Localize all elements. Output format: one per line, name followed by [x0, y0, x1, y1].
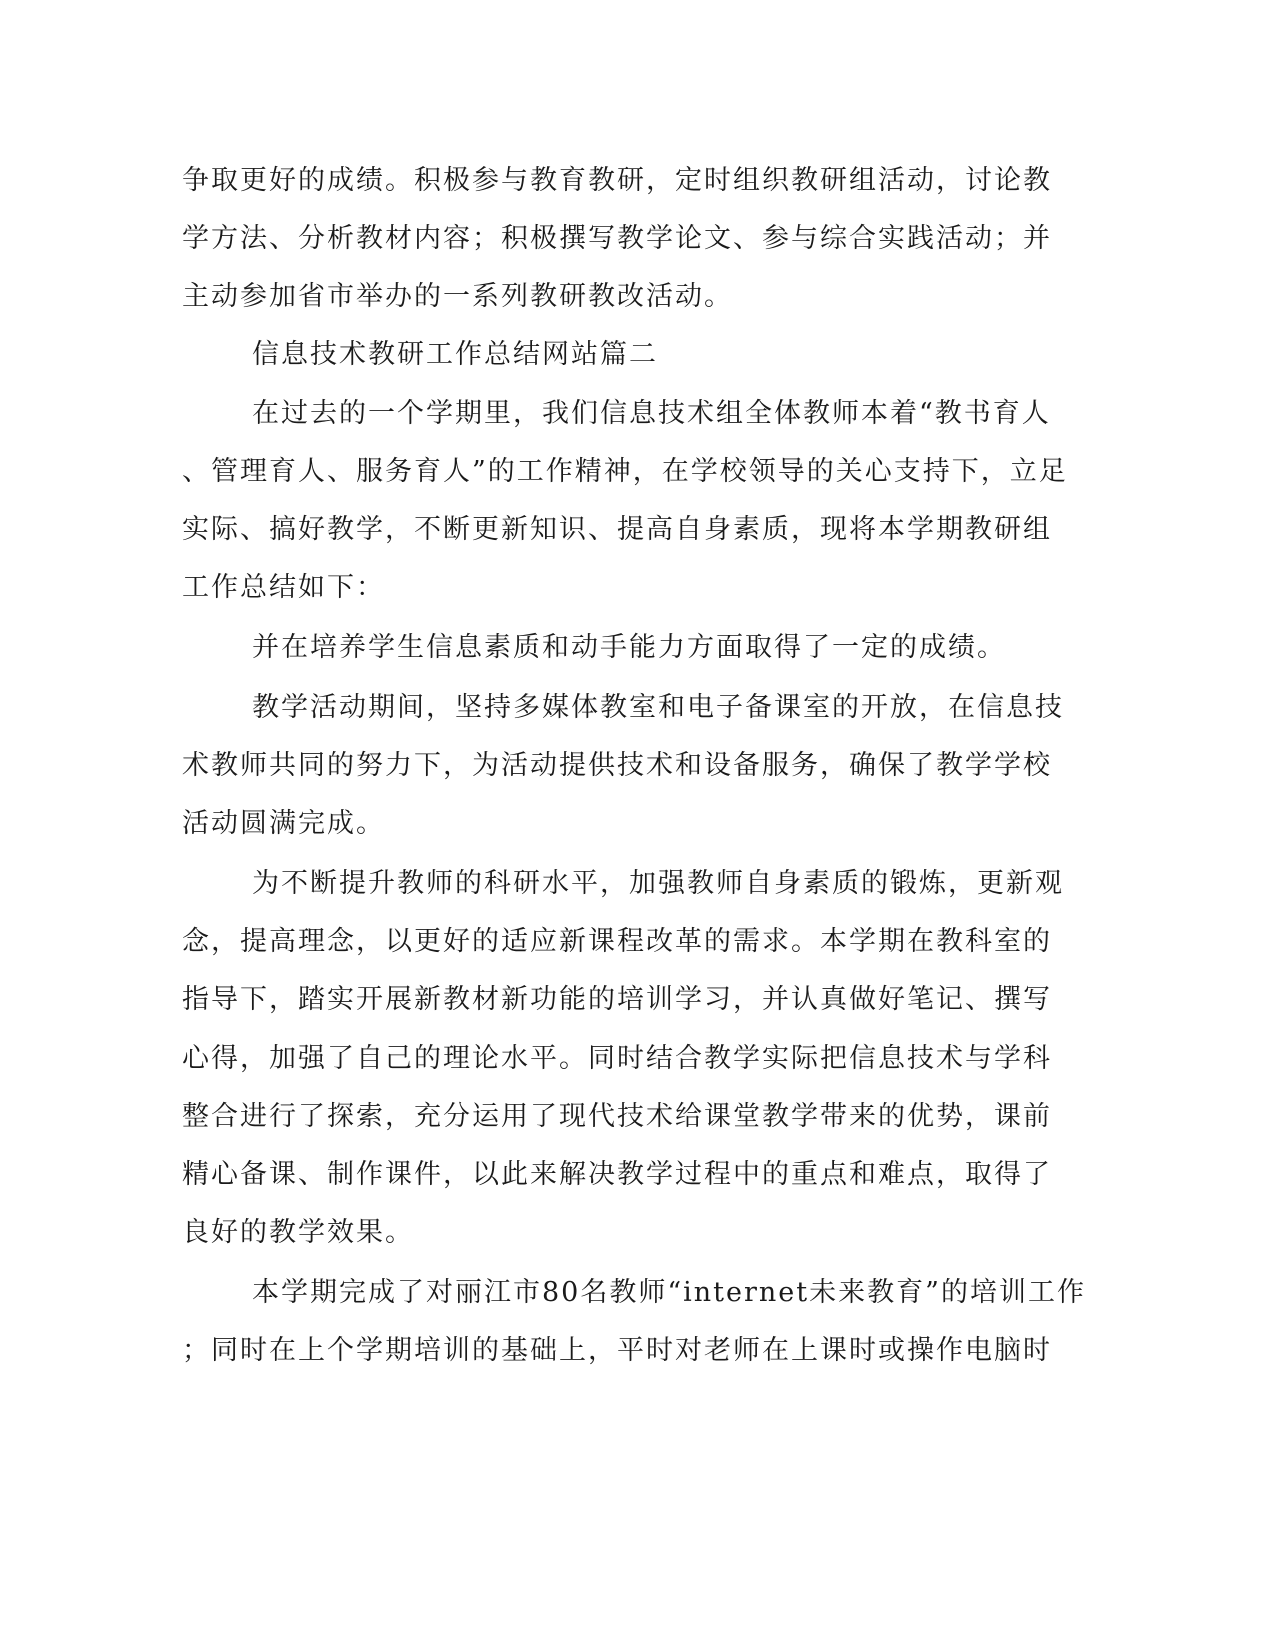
paragraph-line: 本学期完成了对丽江市80名教师“internet未来教育”的培训工作: [252, 1277, 1086, 1308]
paragraph-line: 心得，加强了自己的理论水平。同时结合教学实际把信息技术与学科: [182, 1043, 1052, 1074]
paragraph-line: 念，提高理念，以更好的适应新课程改革的需求。本学期在教科室的: [182, 926, 1052, 957]
paragraph-line: 并在培养学生信息素质和动手能力方面取得了一定的成绩。: [252, 632, 1006, 663]
paragraph-line: 术教师共同的努力下，为活动提供技术和设备服务，确保了教学学校: [182, 750, 1052, 781]
paragraph-line: 教学活动期间，坚持多媒体教室和电子备课室的开放，在信息技: [252, 692, 1064, 723]
paragraph-line: 整合进行了探索，充分运用了现代技术给课堂教学带来的优势，课前: [182, 1101, 1052, 1132]
paragraph-line: 为不断提升教师的科研水平，加强教师自身素质的锻炼，更新观: [252, 868, 1064, 899]
paragraph-line: 争取更好的成绩。积极参与教育教研，定时组织教研组活动，讨论教: [182, 165, 1052, 196]
paragraph-line: 、管理育人、服务育人”的工作精神，在学校领导的关心支持下，立足: [182, 456, 1068, 487]
paragraph-line: 工作总结如下：: [182, 572, 385, 603]
paragraph-line: 实际、搞好教学，不断更新知识、提高自身素质，现将本学期教研组: [182, 514, 1052, 545]
paragraph-line: 活动圆满完成。: [182, 808, 385, 839]
paragraph-line: 精心备课、制作课件，以此来解决教学过程中的重点和难点，取得了: [182, 1159, 1052, 1190]
paragraph-line: 在过去的一个学期里，我们信息技术组全体教师本着“教书育人: [252, 398, 1051, 429]
paragraph-line: 指导下，踏实开展新教材新功能的培训学习，并认真做好笔记、撰写: [182, 984, 1052, 1015]
paragraph-line: 良好的教学效果。: [182, 1217, 414, 1248]
paragraph-line: 主动参加省市举办的一系列教研教改活动。: [182, 281, 733, 312]
paragraph-line: ；同时在上个学期培训的基础上，平时对老师在上课时或操作电脑时: [182, 1335, 1052, 1366]
section-heading: 信息技术教研工作总结网站篇二: [252, 339, 658, 370]
paragraph-line: 学方法、分析教材内容；积极撰写教学论文、参与综合实践活动；并: [182, 223, 1052, 254]
